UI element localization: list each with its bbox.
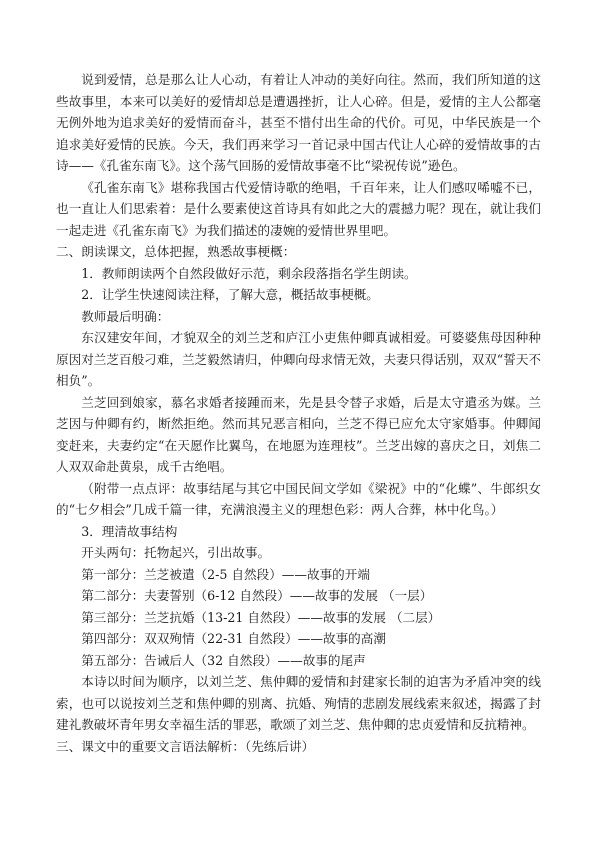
section-2-heading: 二、朗读课文，总体把握，熟悉故事梗概： <box>56 244 296 259</box>
document-body <box>56 69 541 757</box>
structure-line-part-3: 第三部分：兰芝抗婚（13-21 自然段）——故事的发展 （二层） <box>81 609 441 625</box>
summary-paragraph-1: 东汉建安年间，才貌双全的刘兰芝和庐江小吏焦仲卿真诚相爱。可婆婆焦母因种种原因对兰芝百般刁难，兰芝毅然请归，仲卿向母求情无效，夫妻只得话别，双双“誓天不相负”。 <box>56 330 542 388</box>
step-1: 1．教师朗读两个自然段做好示范，剩余段落指名学生朗读。 <box>81 265 417 281</box>
structure-line-part-5: 第五部分：告诫后人（32 自然段）——故事的尾声 <box>81 652 366 668</box>
teacher-label: 教师最后明确： <box>81 308 170 324</box>
structure-line-opening: 开头两句：托物起兴，引出故事。 <box>81 545 271 560</box>
intro-paragraph-2: 《孔雀东南飞》堪称我国古代爱情诗歌的绝唱，千百年来，让人们感叹唏嘘不已，也一直让人们思索着：是什么要素使这首诗具有如此之大的震撼力呢？现在，就让我们一起走进《孔雀东南飞》为我们描述的凄婉的爱情世界里吧。 <box>56 179 541 238</box>
section-3-heading: 三、课文中的重要文言语法解析：（先练后讲） <box>56 738 315 754</box>
summary-paragraph-2: 兰芝回到娘家，慕名求婚者接踵而来，先是县令替子求婚，后是太守遣丞为媒。兰芝因与仲卿有约，断然拒绝。然而其兄恶言相向，兰芝不得已应允太守家婚事。仲卿闻变赶来，夫妻约定“在天愿作比翼鸟，在地愿为连理枝”。兰芝出嫁的喜庆之日，刘焦二人双双命赴黄泉，成千古绝唱。 <box>56 394 541 474</box>
step-2: 2．让学生快速阅读注释，了解大意，概括故事梗概。 <box>81 287 379 302</box>
intro-paragraph-1: 说到爱情，总是那么让人心动，有着让人冲动的美好向往。然而，我们所知道的这些故事里，本来可以美好的爱情却总是遭遇挫折，让人心碎。但是，爱情的主人公都毫无例外地为追求美好的爱情而奋斗，甚至不惜付出生命的代价。可见，中华民族是一个追求美好爱情的民族。今天，我们再来学习一首记录中国古代让人心碎的爱情故事的古诗——《孔雀东南飞》。这个荡气回肠的爱情故事毫不比“梁祝传说”逊色。 <box>56 72 541 173</box>
structure-line-part-2: 第二部分：夫妻誓别（6-12 自然段）——故事的发展 （一层） <box>81 588 433 603</box>
structure-line-part-1: 第一部分：兰芝被遣（2-5 自然段）——故事的开端 <box>81 566 370 582</box>
step-3: 3．理清故事结构 <box>81 523 178 539</box>
theme-paragraph: 本诗以时间为顺序，以刘兰芝、焦仲卿的爱情和封建家长制的迫害为矛盾冲突的线索，也可以说按刘兰芝和焦仲卿的别离、抗婚、殉情的悲剧发展线索来叙述，揭露了封建礼教破坏青年男女幸福生活的罪恶，歌颂了刘兰芝、焦仲卿的忠贞爱情和反抗精神。 <box>56 674 541 732</box>
commentary-paragraph: （附带一点点评：故事结尾与其它中国民间文学如《梁祝》中的“化蝶”、牛郎织女的“七夕相会”几成千篇一律，充满浪漫主义的理想色彩：两人合葬，林中化鸟。） <box>56 480 541 517</box>
structure-line-part-4: 第四部分：双双殉情（22-31 自然段）——故事的高潮 <box>81 631 386 646</box>
